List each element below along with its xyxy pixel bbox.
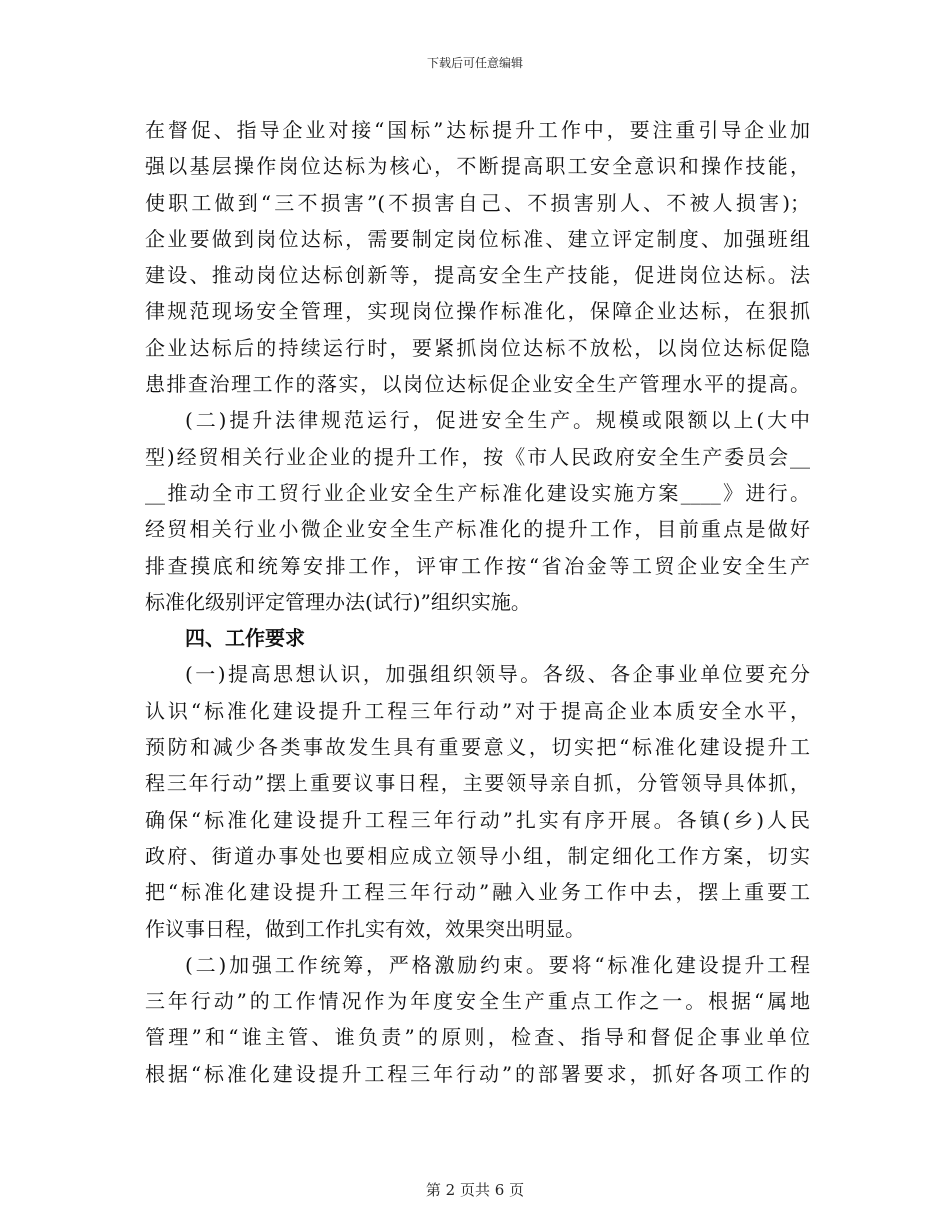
paragraph-line: 经贸相关行业小微企业安全生产标准化的提升工作，目前重点是做好	[145, 517, 810, 542]
paragraph-line: __推动全市工贸行业企业安全生产标准化建设实施方案____》进行。	[145, 480, 810, 505]
paragraph-line: 患排查治理工作的落实，以岗位达标促企业安全生产管理水平的提高。	[145, 372, 810, 397]
paragraph-line: (二)提升法律规范运行，促进安全生产。规模或限额以上(大中	[185, 408, 810, 433]
paragraph-line: 三年行动”的工作情况作为年度安全生产重点工作之一。根据“属地	[145, 989, 810, 1014]
paragraph-line: 排查摸底和统筹安排工作，评审工作按“省冶金等工贸企业安全生产	[145, 553, 810, 578]
paragraph-line: 把“标准化建设提升工程三年行动”融入业务工作中去，摆上重要工	[145, 880, 810, 905]
paragraph-line: 在督促、指导企业对接“国标”达标提升工作中，要注重引导企业加	[145, 118, 810, 142]
paragraph-line: 企业达标后的持续运行时，要紧抓岗位达标不放松，以岗位达标促隐	[145, 335, 810, 360]
paragraph-line: 预防和减少各类事故发生具有重要意义，切实把“标准化建设提升工	[145, 735, 810, 760]
section-heading: 四、工作要求	[185, 626, 305, 651]
paragraph-line: 标准化级别评定管理办法(试行)”组织实施。	[145, 589, 531, 614]
paragraph-line: 律规范现场安全管理，实现岗位操作标准化，保障企业达标，在狠抓	[145, 299, 810, 324]
paragraph-line: 企业要做到岗位达标，需要制定岗位标准、建立评定制度、加强班组	[145, 226, 810, 251]
paragraph-line: 建设、推动岗位达标创新等，提高安全生产技能，促进岗位达标。法	[145, 263, 810, 288]
paragraph-line: 认识“标准化建设提升工程三年行动”对于提高企业本质安全水平，	[145, 698, 810, 723]
paragraph-line: (二)加强工作统筹，严格激励约束。要将“标准化建设提升工程	[185, 952, 810, 977]
paragraph-line: (一)提高思想认识，加强组织领导。各级、各企事业单位要充分	[185, 662, 810, 687]
paragraph-line: 政府、街道办事处也要相应成立领导小组，制定细化工作方案，切实	[145, 843, 810, 868]
page-footer-page-number: 第 2 页共 6 页	[425, 1181, 525, 1199]
document-body	[145, 112, 810, 1092]
paragraph-line: 程三年行动”摆上重要议事日程，主要领导亲自抓，分管领导具体抓，	[145, 771, 810, 796]
paragraph-line: 管理”和“谁主管、谁负责”的原则，检查、指导和督促企事业单位	[145, 1025, 810, 1050]
paragraph-line: 作议事日程，做到工作扎实有效，效果突出明显。	[145, 916, 585, 941]
paragraph-line: 型)经贸相关行业企业的提升工作，按《市人民政府安全生产委员会__	[145, 444, 810, 469]
paragraph-line: 使职工做到“三不损害”(不损害自己、不损害别人、不被人损害)；	[145, 190, 810, 215]
paragraph-line: 确保“标准化建设提升工程三年行动”扎实有序开展。各镇(乡)人民	[145, 807, 810, 832]
page-header: 下载后可任意编辑	[426, 56, 523, 70]
paragraph-line: 根据“标准化建设提升工程三年行动”的部署要求，抓好各项工作的	[145, 1061, 810, 1086]
paragraph-line: 强以基层操作岗位达标为核心，不断提高职工安全意识和操作技能，	[145, 154, 810, 179]
